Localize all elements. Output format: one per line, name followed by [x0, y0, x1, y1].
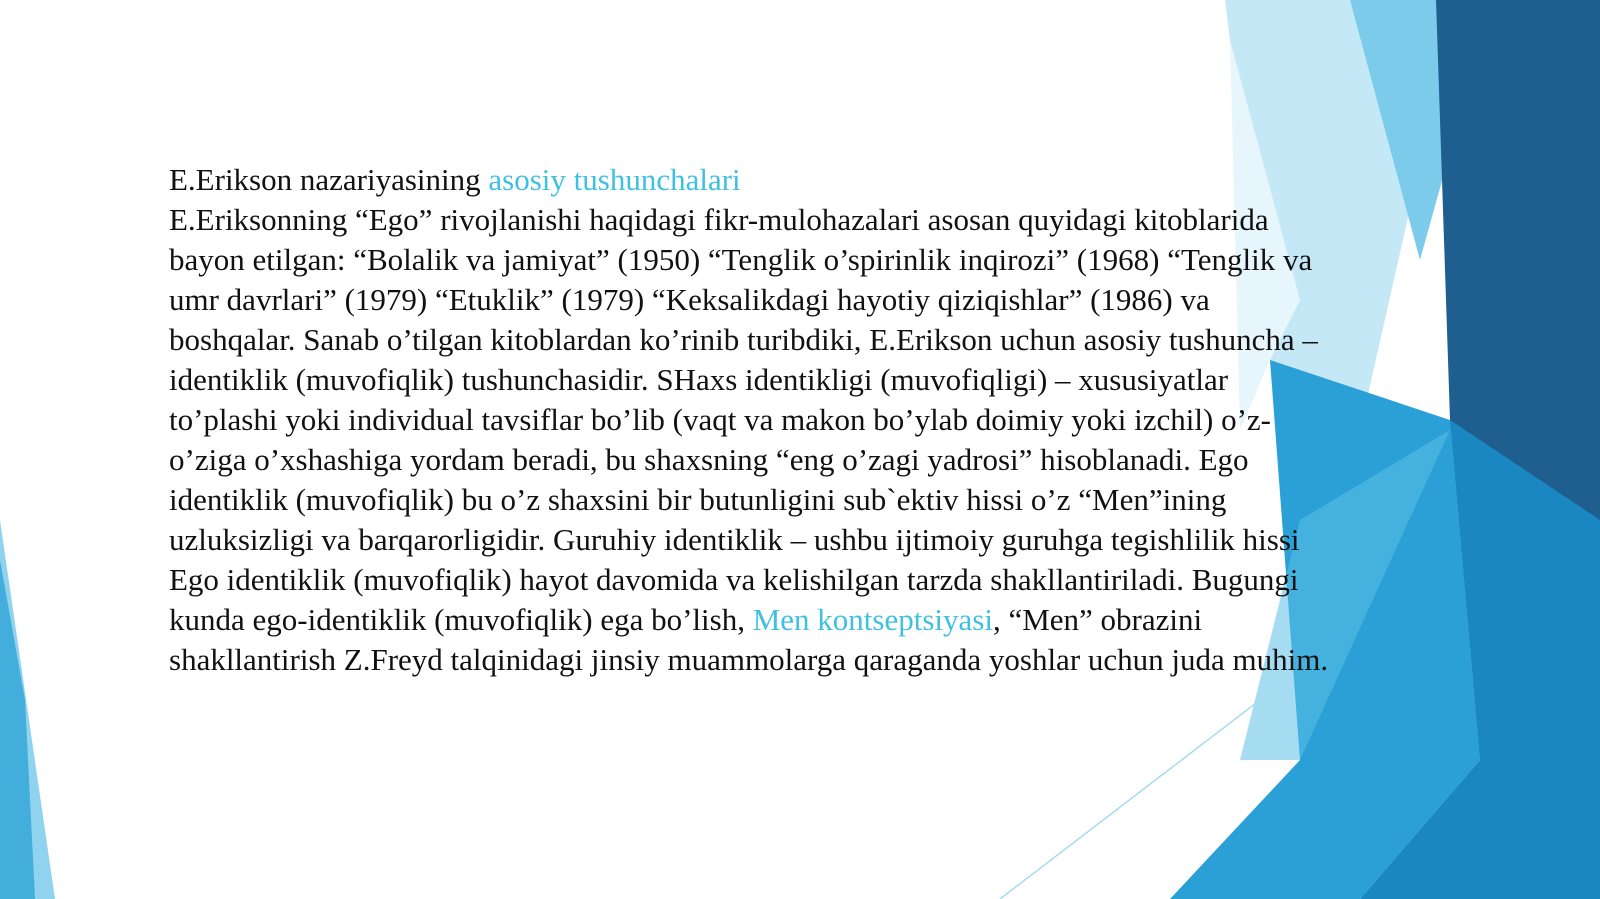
paragraph-line: Ego identiklik (muvofiqlik) hayot davomida va kelishilgan tarzda shakllantiriladi. Bugungi — [169, 562, 1299, 597]
paragraph-line: to’plashi yoki individual tavsiflar bo’lib (vaqt va makon bo’ylab doimiy yoki izchil) o’z- — [169, 402, 1271, 437]
paragraph-last-line: shakllantirish Z.Freyd talqinidagi jinsiy muammolarga qaraganda yoshlar uchun juda muhim. — [169, 642, 1329, 677]
slide-title-line — [169, 160, 1439, 200]
title-prefix: E.Erikson nazariyasining — [169, 162, 489, 197]
line-suffix: , “Men” obrazini — [992, 602, 1203, 637]
paragraph-line: uzluksizligi va barqarorligidir. Guruhiy identiklik – ushbu ijtimoiy guruhga tegishlilik hissi — [169, 522, 1300, 557]
paragraph-line: identiklik (muvofiqlik) bu o’z shaxsini bir butunligini sub`ektiv hissi o’z “Men”ining — [169, 482, 1227, 517]
paragraph-line: bayon etilgan: “Bolalik va jamiyat” (1950) “Tenglik o’spirinlik inqirozi” (1968) “Tenglik va — [169, 242, 1313, 277]
paragraph-line: identiklik (muvofiqlik) tushunchasidir. SHaxs identikligi (muvofiqligi) – xususiyatlar — [169, 362, 1229, 397]
men-kontseptsiyasi-link[interactable]: Men kontseptsiyasi — [752, 602, 993, 637]
paragraph-line: o’ziga o’xshashiga yordam beradi, bu shaxsning “eng o’zagi yadrosi” hisoblanadi. Ego — [169, 442, 1249, 477]
body-text-block — [169, 160, 1439, 680]
paragraph-line: E.Eriksonning “Ego” rivojlanishi haqidagi fikr-mulohazalari asosan quyidagi kitoblarida — [169, 202, 1269, 237]
title-link[interactable]: asosiy tushunchalari — [488, 162, 741, 197]
paragraph-line-with-link — [169, 600, 1439, 640]
paragraph-line: boshqalar. Sanab o’tilgan kitoblardan ko’rinib turibdiki, E.Erikson uchun asosiy tushuncha – — [169, 322, 1318, 357]
paragraph-line: umr davrlari” (1979) “Etuklik” (1979) “Keksalikdagi hayotiy qiziqishlar” (1986) va — [169, 282, 1210, 317]
line-prefix: kunda ego-identiklik (muvofiqlik) ega bo’lish, — [169, 602, 753, 637]
